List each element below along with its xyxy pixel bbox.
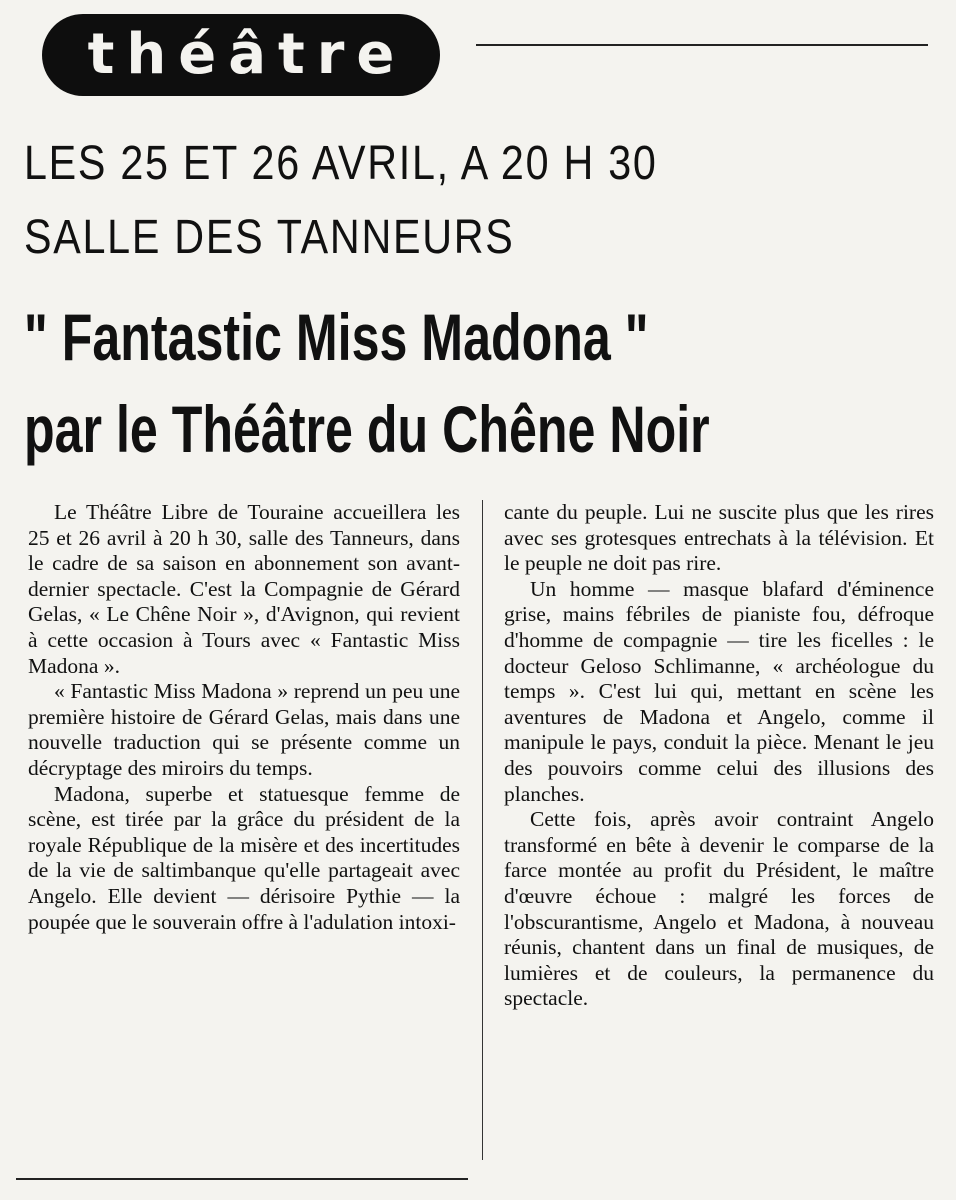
article-paragraph: Madona, superbe et statuesque femme de scène, est tirée par la grâce du président de la royale République de la misère et des incertitudes de la vie de saltimbanque qu'elle partageait avec Angelo. Elle devient — dérisoire Pythie — la poupée que le souverain offre à l'adulation intoxi- bbox=[28, 781, 460, 934]
article-paragraph: Le Théâtre Libre de Touraine accueillera les 25 et 26 avril à 20 h 30, salle des Tanneurs, dans le cadre de sa saison en abonnement son avant-dernier spectacle. C'est la Compagnie de Gérard Gelas, « Le Chêne Noir », d'Avignon, qui revient à cette occasion à Tours avec « Fantastic Miss Madona ». bbox=[28, 500, 460, 678]
top-rule bbox=[476, 44, 928, 46]
play-title: " Fantastic Miss Madona " bbox=[24, 300, 649, 374]
article-paragraph: « Fantastic Miss Madona » reprend un peu une première histoire de Gérard Gelas, mais dans une nouvelle traduction qui se présente comme un décryptage des miroirs du temps. bbox=[28, 679, 460, 780]
section-label: théâtre bbox=[87, 22, 407, 87]
venue-heading: SALLE DES TANNEURS bbox=[24, 211, 515, 264]
date-heading: LES 25 ET 26 AVRIL, A 20 H 30 bbox=[24, 137, 658, 190]
article-paragraph: Un homme — masque blafard d'éminence grise, mains fébriles de pianiste fou, défroque d'homme de compagnie — tire les ficelles : le docteur Geloso Schlimanne, « archéologue du temps ». C'est lui qui, mettant en scène les aventures de Madona et Angelo, comme il manipule le pays, conduit la pièce. Menant le jeu des pouvoirs comme celui des illusions des planches. bbox=[504, 576, 934, 806]
column-divider bbox=[482, 500, 483, 1160]
bottom-rule bbox=[16, 1178, 468, 1180]
article-column-left bbox=[28, 500, 460, 935]
article-paragraph: cante du peuple. Lui ne suscite plus que les rires avec ses grotesques entrechats à la télévision. Et le peuple ne doit pas rire. bbox=[504, 500, 934, 576]
section-badge bbox=[42, 14, 440, 96]
article-column-right bbox=[504, 500, 934, 1012]
article-paragraph: Cette fois, après avoir contraint Angelo transformé en bête à devenir le comparse de la farce montée au profit du Président, le maître d'œuvre échoue : malgré les forces de l'obscurantisme, Angelo et Madona, à nouveau réunis, chantent dans un final de musiques, de lumières et de couleurs, la permanence du spectacle. bbox=[504, 807, 934, 1011]
company-title: par le Théâtre du Chêne Noir bbox=[24, 392, 710, 466]
